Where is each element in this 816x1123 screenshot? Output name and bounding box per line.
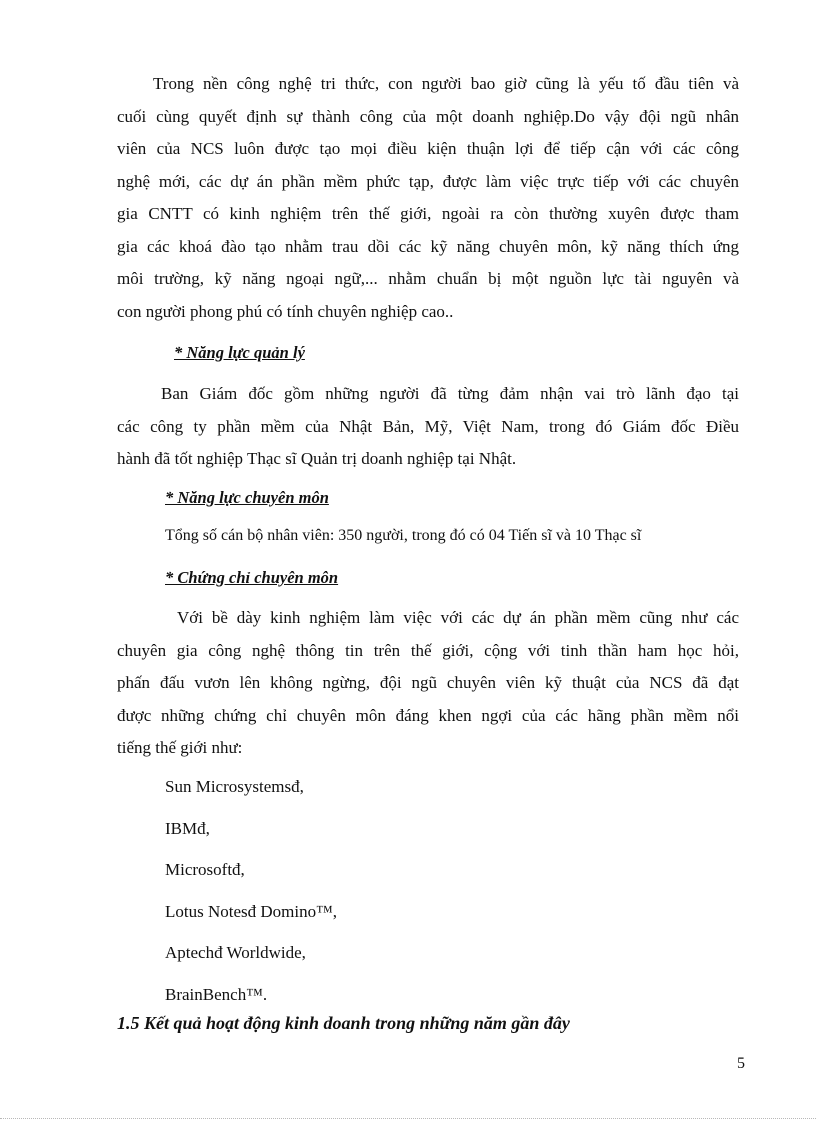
intro-line-3: viên của NCS luôn được tạo mọi điều kiện thuận lợi để tiếp cận với các công bbox=[117, 139, 739, 158]
certificates-line-1: Với bề dày kinh nghiệm làm việc với các dự án phần mềm cũng như các bbox=[177, 608, 739, 627]
management-line-3: hành đã tốt nghiệp Thạc sĩ Quản trị doanh nghiệp tại Nhật. bbox=[117, 449, 517, 468]
certificates-line-2: chuyên gia công nghệ thông tin trên thế giới, cộng với tinh thần ham học hỏi, bbox=[117, 640, 739, 660]
management-line-2: các công ty phần mềm của Nhật Bản, Mỹ, Việt Nam, trong đó Giám đốc Điều bbox=[117, 416, 739, 436]
certificates-line-4: được những chứng chỉ chuyên môn đáng khen ngợi của các hãng phần mềm nổi bbox=[117, 705, 739, 725]
intro-line-8: con người phong phú có tính chuyên nghiệp cao.. bbox=[117, 301, 454, 321]
intro-paragraph bbox=[117, 68, 739, 328]
certificates-line-3: phấn đấu vươn lên không ngừng, đội ngũ chuyên viên kỹ thuật của NCS đã đạt bbox=[117, 673, 739, 692]
list-item: Aptechđ Worldwide, bbox=[165, 943, 306, 963]
intro-line-1: Trong nền công nghệ tri thức, con người bao giờ cũng là yếu tố đầu tiên và bbox=[153, 74, 739, 93]
intro-line-7: môi trường, kỹ năng ngoại ngữ,... nhằm chuẩn bị một nguồn lực tài nguyên và bbox=[117, 269, 739, 288]
staff-summary: Tổng số cán bộ nhân viên: 350 người, trong đó có 04 Tiến sĩ và 10 Thạc sĩ bbox=[165, 527, 642, 544]
intro-line-6: gia các khoá đào tạo nhằm trau dồi các kỹ năng chuyên môn, kỹ năng thích ứng bbox=[117, 236, 739, 256]
list-item: IBMđ, bbox=[165, 818, 210, 838]
management-line-1: Ban Giám đốc gồm những người đã từng đảm nhận vai trò lãnh đạo tại bbox=[161, 384, 739, 403]
certificates-line-5: tiếng thế giới như: bbox=[117, 738, 243, 757]
list-item: Lotus Notesđ Domino™, bbox=[165, 901, 338, 921]
page-number: 5 bbox=[737, 1055, 745, 1072]
list-item: Sun Microsystemsđ, bbox=[165, 777, 304, 796]
management-paragraph bbox=[117, 378, 739, 476]
certificate-list bbox=[165, 772, 337, 1022]
certificates-paragraph bbox=[117, 602, 739, 765]
intro-line-4: nghệ mới, các dự án phần mềm phức tạp, được làm việc trực tiếp với các chuyên bbox=[117, 171, 739, 191]
expertise-heading: * Năng lực chuyên môn bbox=[165, 488, 329, 507]
certificates-heading: * Chứng chỉ chuyên môn bbox=[165, 568, 339, 587]
list-item: Microsoftđ, bbox=[165, 860, 245, 880]
management-heading: * Năng lực quản lý bbox=[174, 343, 305, 362]
page-footer-divider bbox=[0, 1118, 816, 1119]
intro-line-2: cuối cùng quyết định sự thành công của một doanh nghiệp.Do vậy đội ngũ nhân bbox=[117, 106, 739, 126]
list-item: BrainBench™. bbox=[165, 984, 268, 1004]
section-title: 1.5 Kết quả hoạt động kinh doanh trong những năm gần đây bbox=[117, 1013, 570, 1033]
intro-line-5: gia CNTT có kinh nghiệm trên thế giới, ngoài ra còn thường xuyên được tham bbox=[117, 204, 739, 223]
